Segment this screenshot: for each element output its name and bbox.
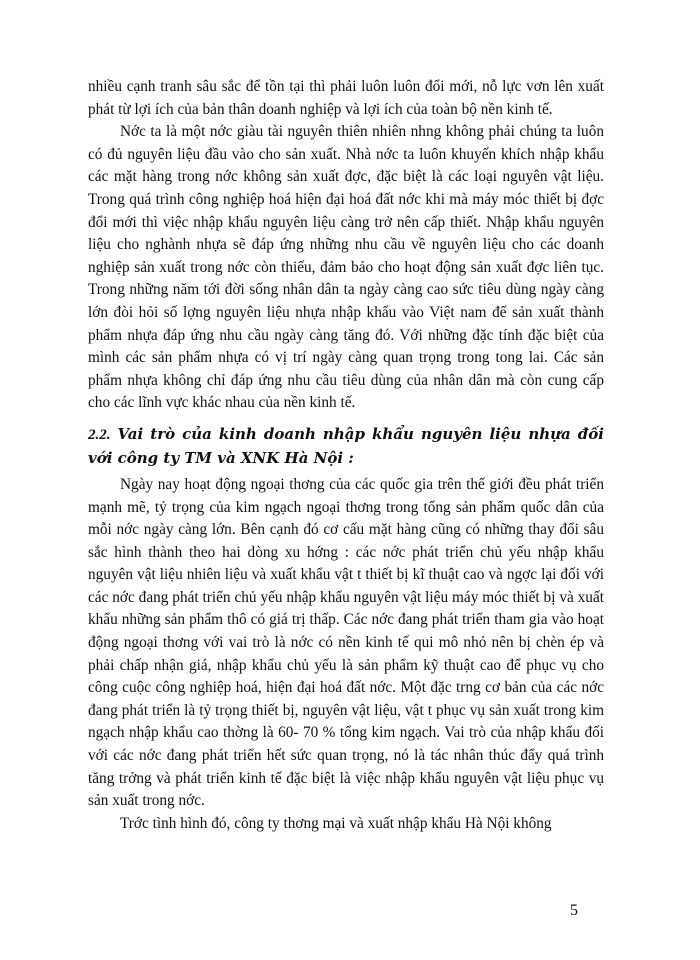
section-title: Vai trò của kinh doanh nhập khẩu nguyên liệu nhựa đối với công ty TM và XNK Hà Nội : [88, 424, 604, 467]
paragraph-continuation: nhiều cạnh tranh sâu sắc để tồn tại thì phải luôn luôn đổi mới, nỗ lực vơn lên xuất phát từ lợi ích của bản thân doanh nghiệp và lợi ích của toàn bộ nền kinh tế. [88, 78, 604, 118]
section-number: 2.2. [88, 426, 111, 443]
paragraph-company: Trớc tình hình đó, công ty thơng mại và xuất nhập khẩu Hà Nội không [120, 814, 552, 832]
document-body [88, 76, 604, 835]
section-heading [88, 423, 604, 470]
page-number: 5 [570, 902, 578, 919]
paragraph-foreign-trade: Ngày nay hoạt động ngoại thơng của các quốc gia trên thế giới đều phát triển mạnh mẽ, tỷ trọng của kim ngạch ngoại thơng trong tổng sản phẩm quốc dân của mỗi nớc ngày càng lớn. Bên cạnh đó cơ cấu mặt hàng cũng có những thay đổi sâu sắc hình thành theo hai dòng xu hớng : các nớc phát triển chủ yếu nhập khẩu nguyên vật liệu nhiên liệu và xuất khẩu vật t thiết bị kĩ thuật cao và ngợc lại đối với các nớc đang phát triển chủ yếu nhập khẩu nguyên vật liệu máy móc thiết bị và xuất khẩu những sản phẩm thô có giá trị thấp. Các nớc đang phát triển tham gia vào hoạt động ngoại thơng với vai trò là nớc có nền kinh tế qui mô nhỏ nên bị chèn ép và phải chấp nhận giá, nhập khẩu chủ yếu là sản phẩm kỹ thuật cao để phục vụ cho công cuộc công nghiệp hoá, hiện đại hoá đất nớc. Một đặc trng cơ bản của các nớc đang phát triển là tỷ trọng thiết bị, nguyên vật liệu, vật t phục vụ sản xuất trong kim ngạch nhập khẩu cao thờng là 60- 70 % tổng kim ngạch. Vai trò của nhập khẩu đối với các nớc đang phát triển hết sức quan trọng, nó là tác nhân thúc đẩy quá trình tăng trởng và phát triển kinh tế đặc biệt là việc nhập khẩu nguyên vật liệu phục vụ sản xuất trong nớc. [88, 475, 604, 810]
paragraph-raw-materials: Nớc ta là một nớc giàu tài nguyên thiên nhiên nhng không phải chúng ta luôn có đủ nguyên liệu đầu vào cho sản xuất. Nhà nớc ta luôn khuyến khích nhập khẩu các mặt hàng trong nớc không sản xuất đợc, đặc biệt là các loại nguyên vật liệu. Trong quá trình công nghiệp hoá hiện đại hoá đất nớc khi mà máy móc thiết bị đợc đổi mới thì việc nhập khẩu nguyên liệu càng trở nên cấp thiết. Nhập khẩu nguyên liệu cho nghành nhựa sẽ đáp ứng những nhu cầu về nguyên liệu cho các doanh nghiệp sản xuất trong nớc còn thiếu, đảm bảo cho hoạt động sản xuất đợc liên tục. Trong những năm tới đời sống nhân dân ta ngày càng cao sức tiêu dùng ngày càng lớn đòi hỏi số lợng nguyên liệu nhựa nhập khẩu vào Việt nam để sản xuất thành phẩm nhựa đáp ứng nhu cầu ngày càng tăng đó. Với những đặc tính đặc biệt của mình các sản phẩm nhựa có vị trí ngày càng quan trọng trong tong lai. Các sản phẩm nhựa không chỉ đáp ứng nhu cầu tiêu dùng của nhân dân mà còn cung cấp cho các lĩnh vực khác nhau của nền kinh tế. [88, 123, 604, 412]
